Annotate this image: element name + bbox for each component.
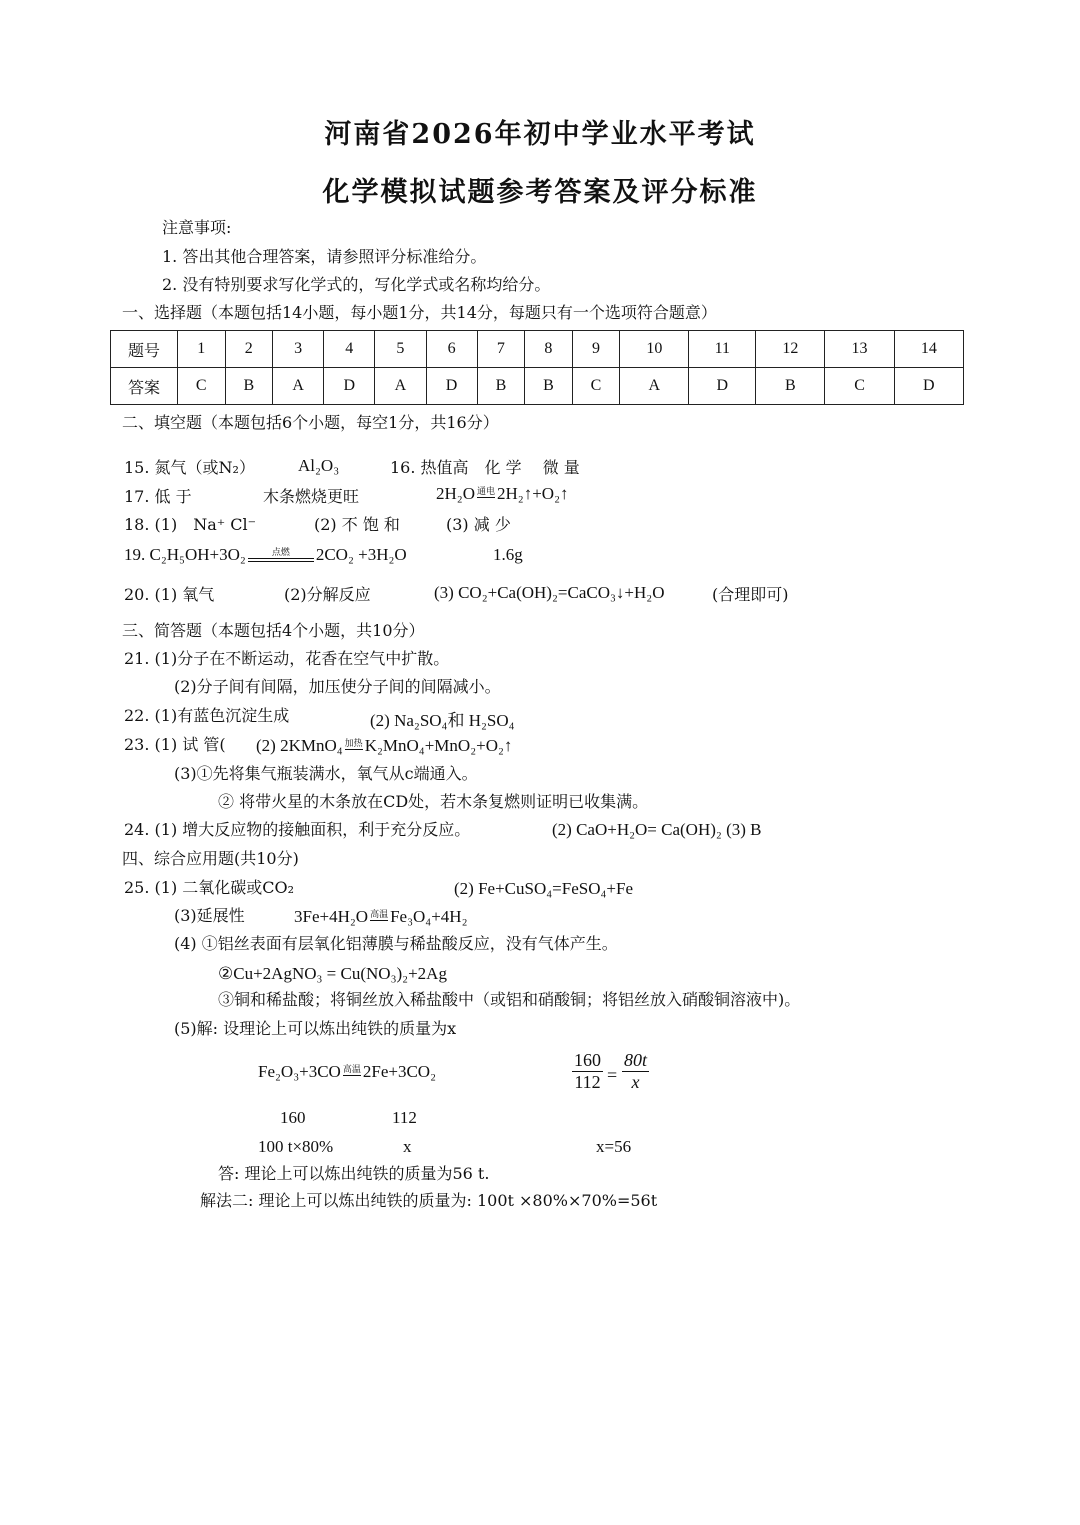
q24-answer-a: 24. (1) 增大反应物的接触面积，利于充分反应。 (124, 820, 471, 839)
q25-answer-1: 25. (1) 二氧化碳或CO₂ (124, 878, 295, 897)
question-number: 10 (620, 331, 689, 368)
method-two: 解法二: 理论上可以炼出纯铁的质量为: 100t ×80%×70%=56t (200, 1191, 658, 1210)
question-number: 3 (273, 331, 324, 368)
answer-cell: C (572, 368, 620, 405)
question-number: 14 (894, 331, 963, 368)
question-number: 12 (756, 331, 825, 368)
answer-cell: A (375, 368, 426, 405)
q25-3-product: Fe₃O₄+4H₂ (390, 907, 468, 926)
q25-answer-2: (2) Fe+CuSO₄=FeSO₄+Fe (454, 879, 633, 898)
row-label-number: 题号 (111, 331, 178, 368)
q23-answer-3: (3)①先将集气瓶装满水，氧气从c端通入。 (174, 764, 478, 783)
ratio-left-numerator: 160 (574, 1050, 601, 1070)
answer-cell: A (620, 368, 689, 405)
section3-heading: 三、简答题（本题包括4个小题，共10分） (122, 621, 425, 640)
question-number: 5 (375, 331, 426, 368)
question-number: 13 (825, 331, 894, 368)
value-mass: 100 t×80% (258, 1137, 334, 1156)
q25-answer-3a: (3)延展性 (174, 906, 245, 925)
section2-heading: 二、填空题（本题包括6个小题，每空1分，共16分） (122, 413, 499, 432)
q23-condition: 加热 (344, 738, 363, 748)
value-result: x=56 (596, 1137, 632, 1156)
notes-heading: 注意事项: (162, 218, 232, 237)
q15-answer-a: 15. 氮气（或N₂） (124, 458, 255, 477)
row-label-answer: 答案 (111, 368, 178, 405)
question-number: 7 (477, 331, 525, 368)
q23-reactant: (2) 2KMnO₄ (256, 736, 343, 755)
q25-answer-4c: ③铜和稀盐酸；将铜丝放入稀盐酸中（或铝和硝酸铜；将铝丝放入硝酸铜溶液中)。 (218, 990, 801, 1009)
answer-cell: D (894, 368, 963, 405)
answer-cell: A (273, 368, 324, 405)
q25-5-condition: 高温 (342, 1064, 361, 1074)
q18-answer-a: 18. (1) Na⁺ Cl⁻ (124, 515, 257, 534)
q20-answer-a: 20. (1) 氧气 (124, 585, 215, 604)
table-row-answers (111, 368, 964, 405)
answer-cell: D (324, 368, 375, 405)
q23-equation (256, 736, 512, 756)
q17-answer-a: 17. 低 于 (124, 487, 192, 506)
ratio-equals: = (607, 1065, 618, 1085)
q19-product: 2CO₂ +3H₂O (315, 545, 407, 564)
answer-cell: D (426, 368, 477, 405)
q25-equation-3 (294, 907, 468, 927)
q25-3-reactant: 3Fe+4H₂O (294, 907, 369, 926)
answer-cell: B (225, 368, 273, 405)
q16-answer: 16. 热值高 化 学 微 量 (390, 458, 580, 477)
q25-equation-5 (258, 1062, 436, 1082)
q15-answer-b: Al₂O₃ (298, 456, 340, 475)
q24-answer-b: (2) CaO+H₂O= Ca(OH)₂ (3) B (552, 820, 762, 839)
q18-answer-c: (3) 减 少 (446, 515, 511, 534)
q25-3-condition: 高温 (370, 909, 389, 919)
answer-cell: D (689, 368, 756, 405)
ratio-right-numerator: 80t (624, 1050, 648, 1070)
q21-answer-2: (2)分子间有间隔，加压使分子间的间隔减小。 (174, 677, 501, 696)
q19-reactant: 19. C₂H₅OH+3O₂ (124, 545, 246, 564)
q19-equation (124, 545, 407, 565)
q23-answer-4: ② 将带火星的木条放在CD处，若木条复燃则证明已收集满。 (218, 792, 649, 811)
question-number: 4 (324, 331, 375, 368)
value-160: 160 (280, 1108, 306, 1127)
ratio-left-denominator: 112 (574, 1072, 601, 1092)
q20-answer-b: (2)分解反应 (284, 585, 371, 604)
section1-heading: 一、选择题（本题包括14小题，每小题1分，共14分，每题只有一个选项符合题意） (122, 303, 717, 322)
question-number: 6 (426, 331, 477, 368)
q25-answer-4b: ②Cu+2AgNO₃ = Cu(NO₃)₂+2Ag (218, 964, 447, 983)
ratio-left (572, 1050, 603, 1093)
note-item-2: 2. 没有特别要求写化学式的，写化学式或名称均给分。 (162, 275, 551, 294)
ratio-right-denominator: x (631, 1072, 640, 1092)
q18-answer-b: (2) 不 饱 和 (314, 515, 400, 534)
q17-condition: 通电 (476, 486, 495, 496)
final-answer: 答: 理论上可以炼出纯铁的质量为56 t. (218, 1164, 490, 1183)
q23-answer-a: 23. (1) 试 管( (124, 735, 226, 754)
table-row-numbers (111, 331, 964, 368)
answer-cell: B (525, 368, 573, 405)
q19-condition: 点燃 (248, 545, 314, 562)
q22-answer-a: 22. (1)有蓝色沉淀生成 (124, 706, 290, 725)
page-title: 河南省2026年初中学业水平考试 (324, 119, 756, 150)
page-subtitle: 化学模拟试题参考答案及评分标准 (322, 177, 758, 208)
q25-answer-4a: (4) ①铝丝表面有层氧化铝薄膜与稀盐酸反应，没有气体产生。 (174, 934, 618, 953)
q17-product: 2H₂↑+O₂↑ (497, 484, 569, 503)
q19-mass: 1.6g (493, 545, 523, 564)
q20-equation: (3) CO₂+Ca(OH)₂=CaCO₃↓+H₂O (434, 583, 665, 602)
answer-cell: C (178, 368, 226, 405)
q25-answer-5: (5)解: 设理论上可以炼出纯铁的质量为x (174, 1019, 457, 1038)
question-number: 2 (225, 331, 273, 368)
q17-reactant: 2H₂O (436, 484, 475, 503)
q22-answer-b: (2) Na₂SO₄和 H₂SO₄ (370, 711, 515, 730)
q25-5-product: 2Fe+3CO₂ (362, 1062, 436, 1081)
question-number: 11 (689, 331, 756, 368)
answer-cell: B (477, 368, 525, 405)
answer-cell: B (756, 368, 825, 405)
question-number: 8 (525, 331, 573, 368)
q21-answer-1: 21. (1)分子在不断运动，花香在空气中扩散。 (124, 649, 450, 668)
q23-product: K₂MnO₄+MnO₂+O₂↑ (364, 736, 513, 755)
answer-cell: C (825, 368, 894, 405)
q17-answer-b: 木条燃烧更旺 (263, 487, 360, 506)
q20-note: (合理即可) (712, 585, 789, 604)
ratio-right (622, 1050, 649, 1093)
question-number: 1 (178, 331, 226, 368)
value-x: x (403, 1137, 412, 1156)
q17-equation (436, 484, 569, 504)
answer-table (110, 330, 964, 405)
value-112: 112 (392, 1108, 417, 1127)
question-number: 9 (572, 331, 620, 368)
note-item-1: 1. 答出其他合理答案，请参照评分标准给分。 (162, 247, 487, 266)
q25-5-reactant: Fe₂O₃+3CO (258, 1062, 341, 1081)
section4-heading: 四、综合应用题(共10分) (122, 849, 299, 868)
